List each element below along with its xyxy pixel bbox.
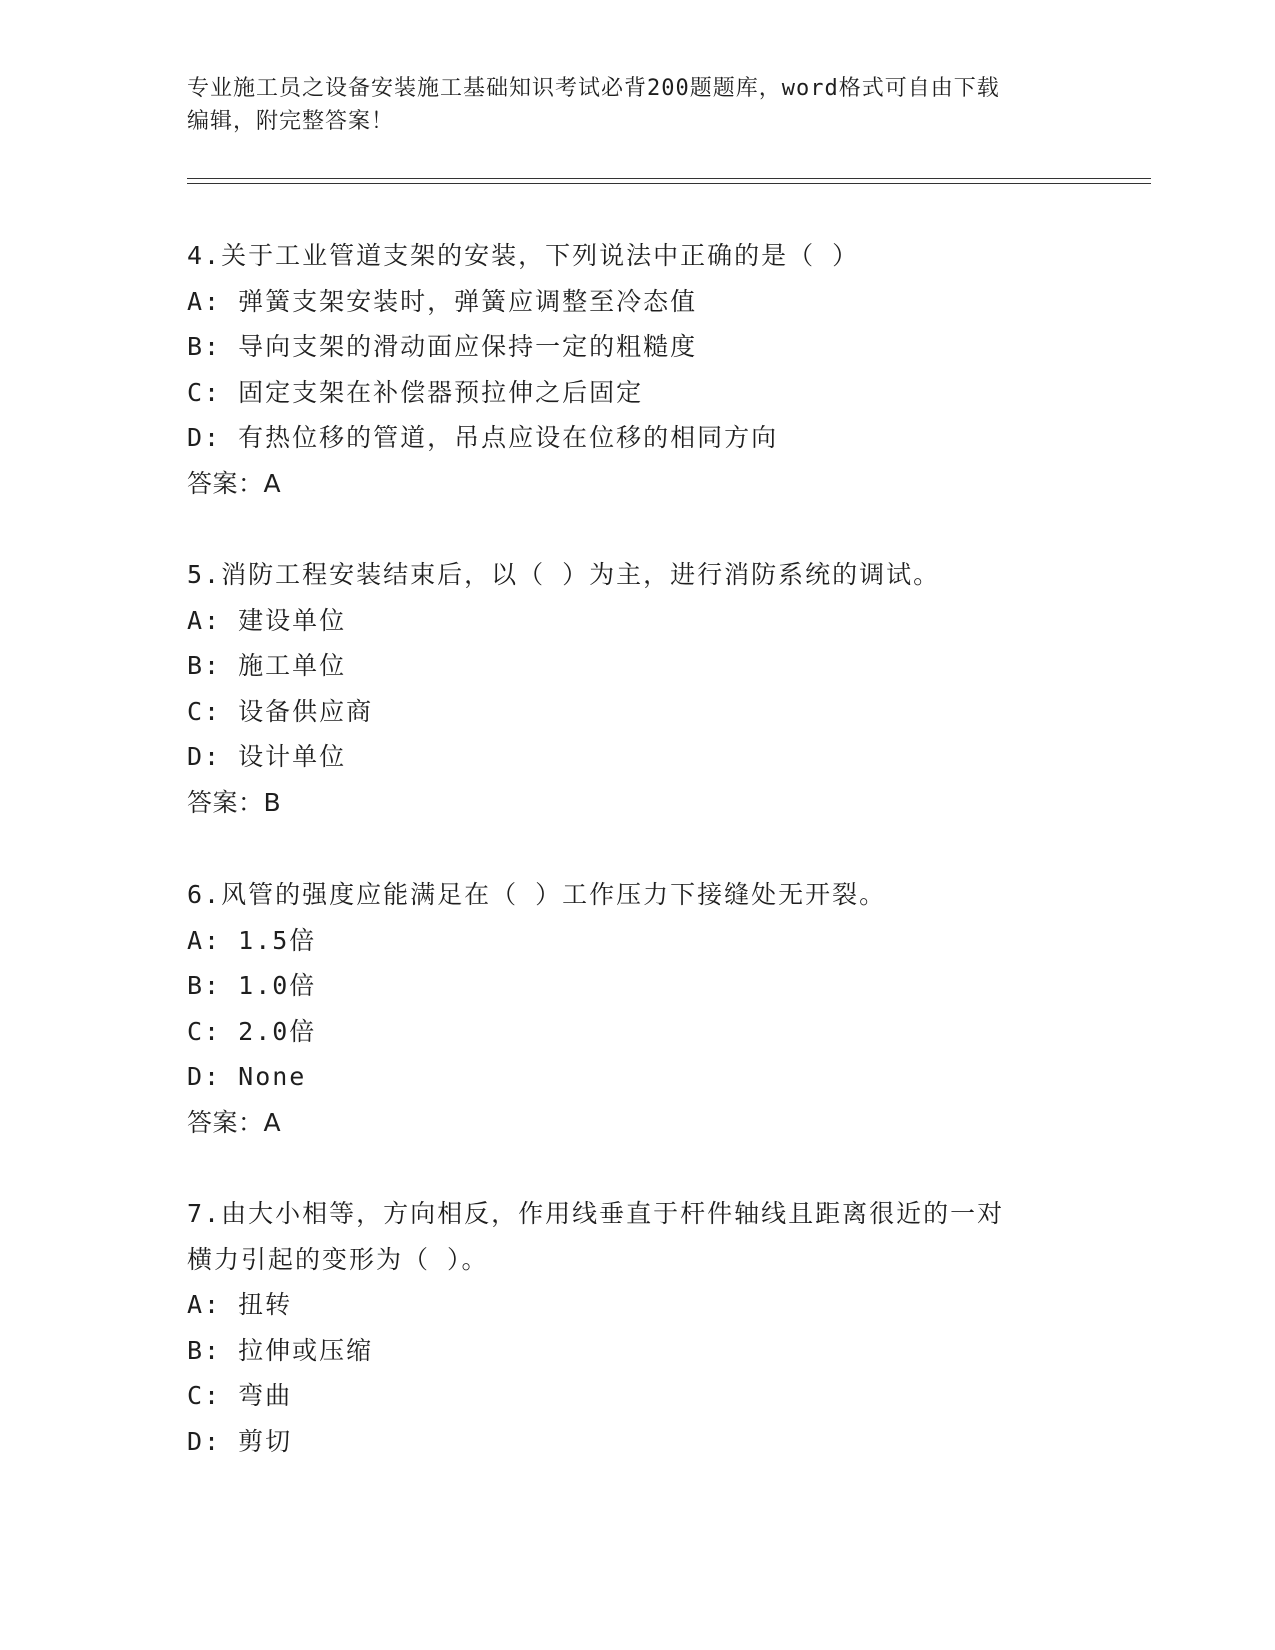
header-divider-bottom <box>187 183 1151 184</box>
question-stem: 6.风管的强度应能满足在（ ）工作压力下接缝处无开裂。 <box>187 880 887 909</box>
question-stem-line-2: 横力引起的变形为（ ）。 <box>187 1244 489 1274</box>
option-c: C: 固定支架在补偿器预拉伸之后固定 <box>187 377 644 407</box>
option-b: B: 拉伸或压缩 <box>187 1335 374 1365</box>
answer-label: 答案：A <box>187 468 282 498</box>
document-header <box>187 72 1087 138</box>
option-d: D: 剪切 <box>187 1426 293 1456</box>
option-d: D: 有热位移的管道，吊点应设在位移的相同方向 <box>187 423 779 452</box>
option-a: A: 建设单位 <box>187 605 347 635</box>
option-b: B: 导向支架的滑动面应保持一定的粗糙度 <box>187 332 698 361</box>
option-b: B: 1.0倍 <box>187 971 317 1000</box>
question-6 <box>187 872 1087 1145</box>
header-line-1: 专业施工员之设备安装施工基础知识考试必背200题题库，word格式可自由下载 <box>187 76 1000 101</box>
question-stem-line-1: 7.由大小相等，方向相反，作用线垂直于杆件轴线且距离很近的一对 <box>187 1199 1005 1228</box>
option-d: D: 设计单位 <box>187 742 347 771</box>
question-stem: 5.消防工程安装结束后，以（ ）为主，进行消防系统的调试。 <box>187 560 941 589</box>
option-c: C: 弯曲 <box>187 1381 293 1410</box>
header-line-2: 编辑，附完整答案！ <box>187 109 395 134</box>
answer-label: 答案：B <box>187 787 282 817</box>
option-b: B: 施工单位 <box>187 651 347 680</box>
question-stem: 4.关于工业管道支架的安装，下列说法中正确的是（ ） <box>187 241 860 270</box>
option-d: D: None <box>187 1062 307 1091</box>
question-4 <box>187 233 1087 506</box>
header-divider-top <box>187 178 1151 179</box>
option-a: A: 1.5倍 <box>187 925 317 955</box>
option-a: A: 弹簧支架安装时，弹簧应调整至冷态值 <box>187 286 698 316</box>
question-5 <box>187 552 1087 825</box>
option-a: A: 扭转 <box>187 1290 293 1319</box>
option-c: C: 设备供应商 <box>187 696 374 726</box>
answer-label: 答案：A <box>187 1107 282 1137</box>
option-c: C: 2.0倍 <box>187 1016 317 1046</box>
question-7 <box>187 1191 1087 1464</box>
